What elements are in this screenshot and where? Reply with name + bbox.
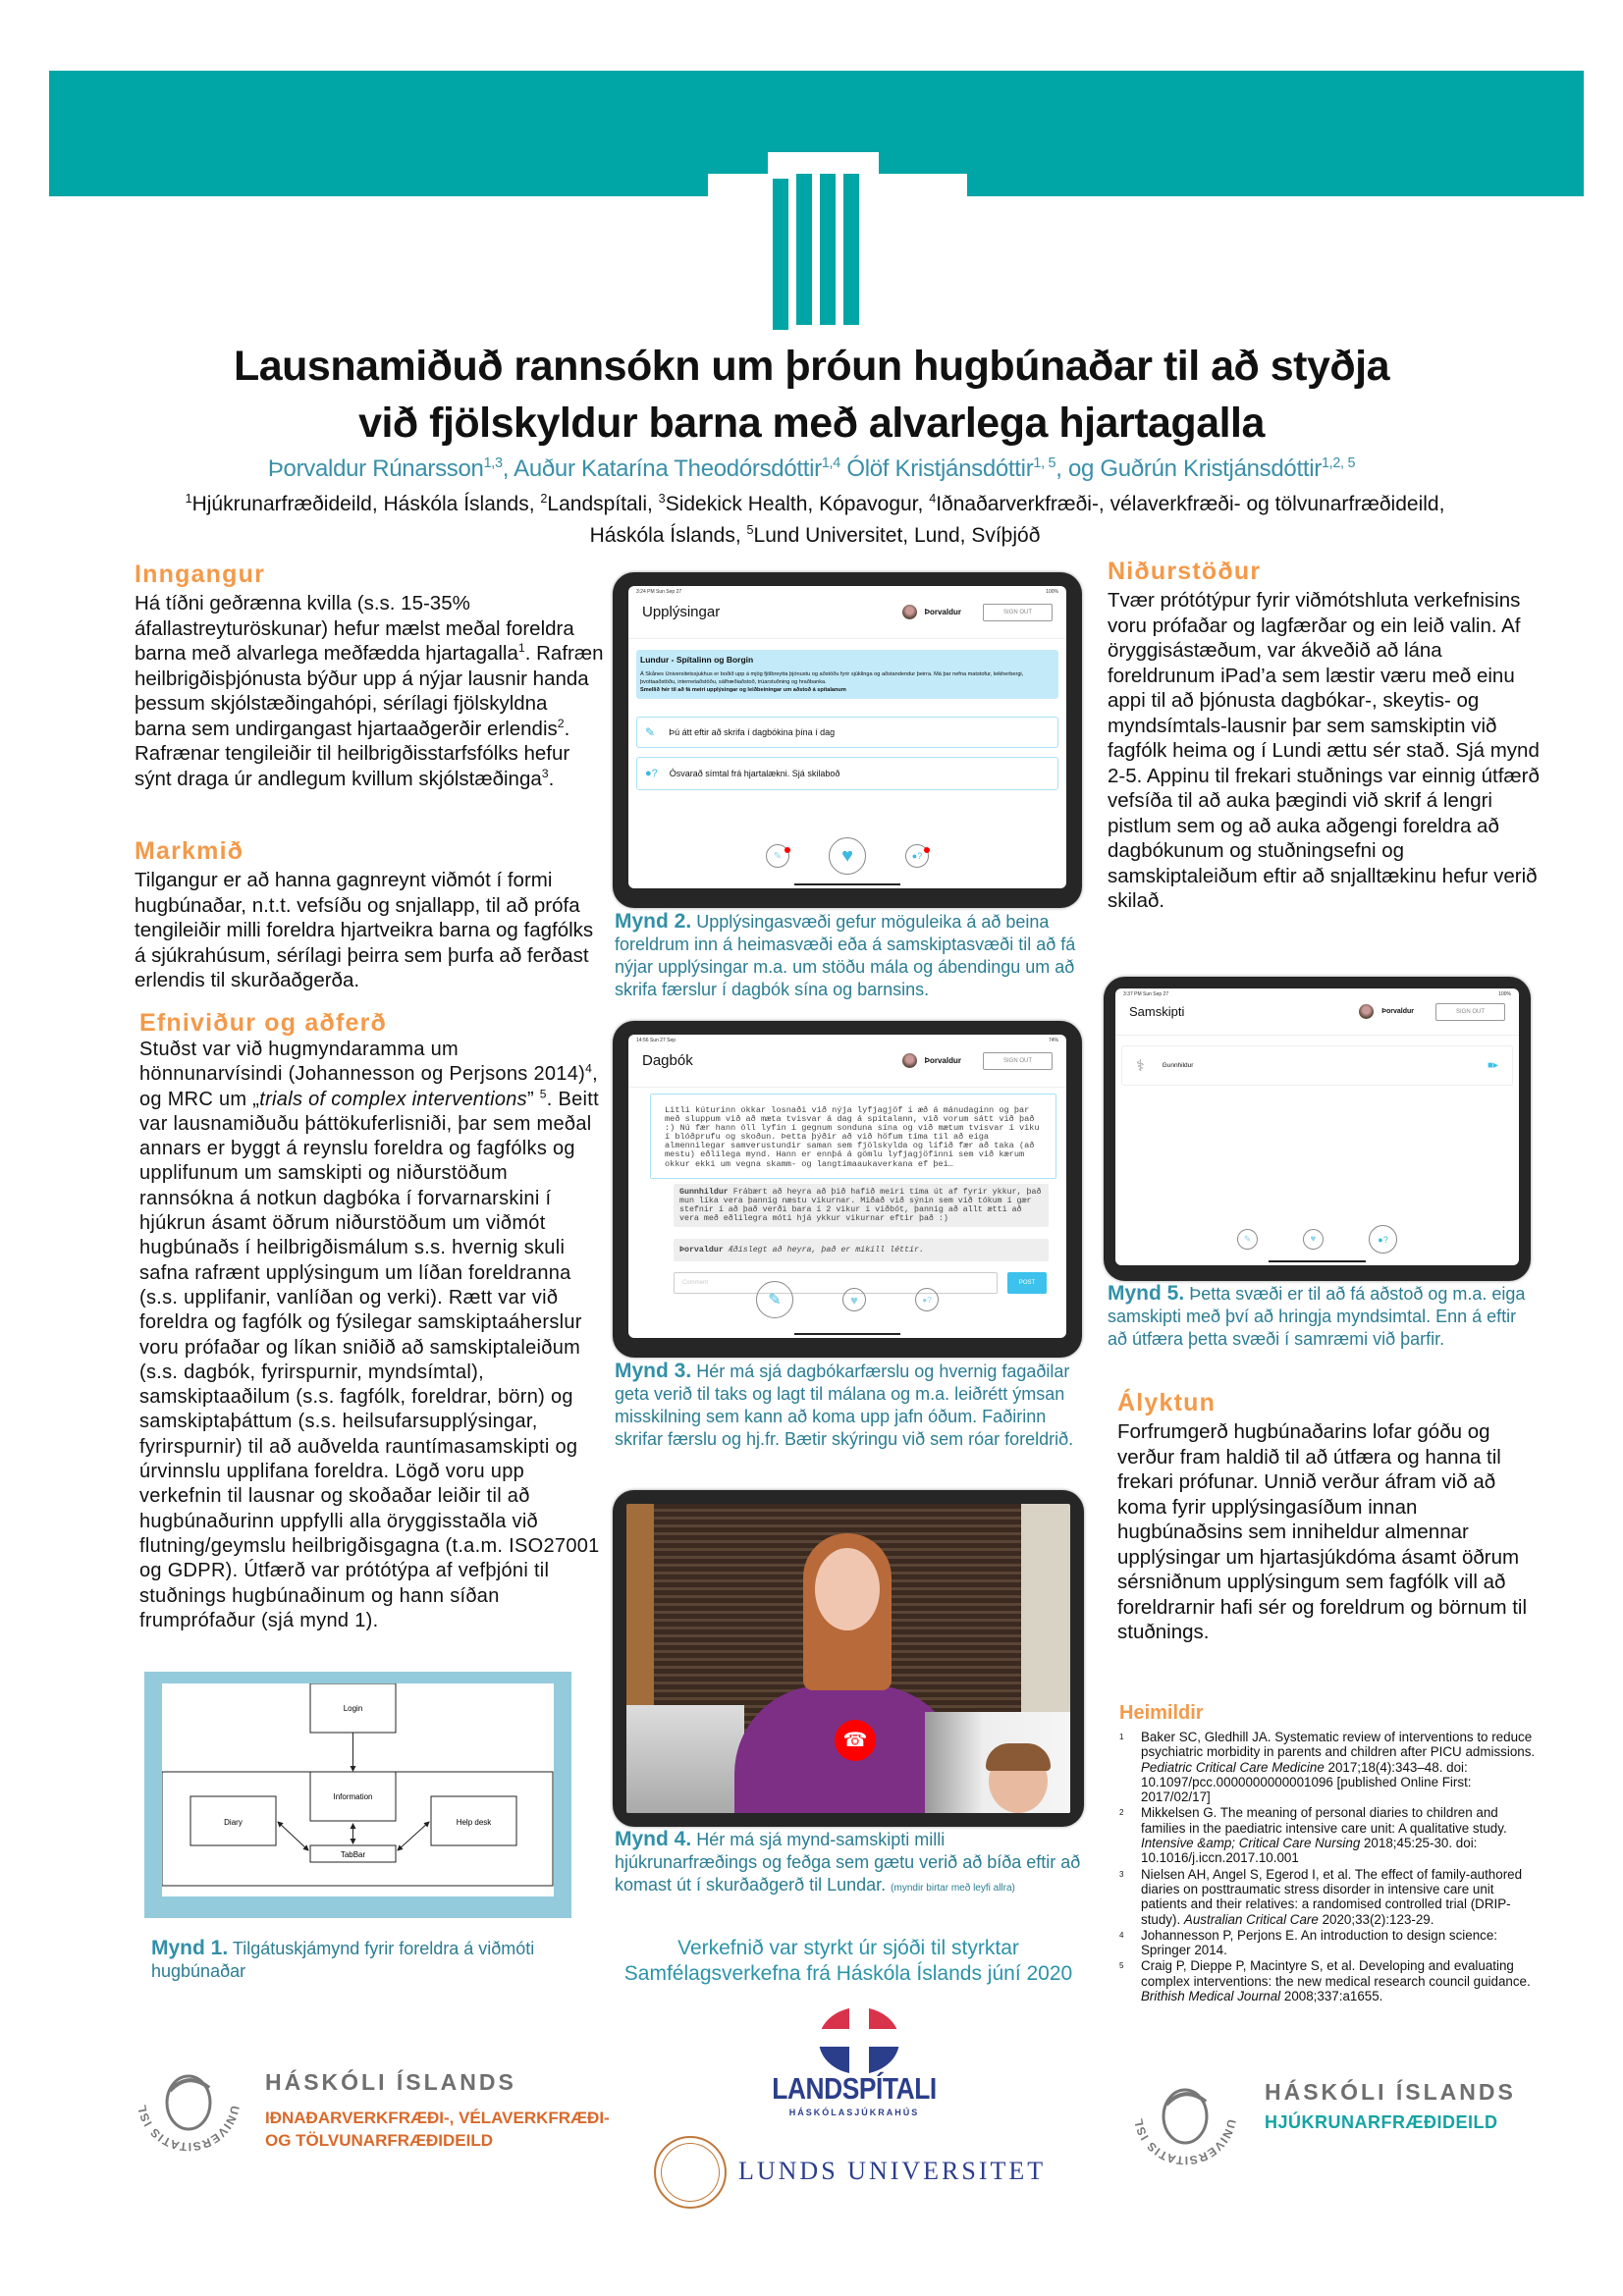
hang-up-button: ☎ — [835, 1720, 876, 1761]
card-link: Smellið hér til að fá meiri upplýsingar og leiðbeiningar um aðstoð á spítalanum — [640, 687, 846, 693]
aim-text: Tilgangur er að hanna gagnreynt viðmót í formi hugbúnaðar, n.t.t. vefsíðu og snjallapp, til að prófa tengileiðir milli foreldra hjartveikra barna og fagfólks á sjúkrahúsum, sérílagi þeirra sem þurfa að ferðast erlendis til skurðaðgerða. — [135, 869, 594, 991]
text: ” — [526, 1088, 540, 1110]
reference-item — [1119, 1805, 1540, 1865]
ref-number: 4 — [1119, 1930, 1124, 1940]
person-question-icon: ●? — [645, 768, 658, 779]
app-header — [1115, 988, 1519, 1036]
reference-item — [1119, 1928, 1540, 1958]
text: , og MRC um „ — [139, 1063, 598, 1110]
tab-bar — [628, 1281, 1066, 1318]
hi-dept-left — [265, 2107, 610, 2152]
figure-2-caption — [615, 910, 1076, 1001]
author: Ólöf Kristjánsdóttir — [846, 455, 1034, 482]
caption-note: (myndir birtar með leyfi allra) — [891, 1883, 1015, 1894]
caption-text: Hér má sjá mynd-samskipti milli hjúkrunarfræðings og feðga sem gætu verið að bíða eftir að komast út í skurðaðgerð til Lundar. — [615, 1830, 1081, 1895]
ref-number: 2 — [1119, 1808, 1124, 1818]
home-indicator — [1269, 1260, 1366, 1262]
nurse-icon: ⚕ — [1136, 1057, 1145, 1075]
comment-input: Comment — [674, 1272, 998, 1294]
funding-note — [613, 1936, 1084, 1987]
node-label: Help desk — [456, 1818, 492, 1827]
comment-text: Frábært að heyra að þið hafið meiri tíma út af fyrir ykkur, það mun líka vera þannig næstu vikurnar. Miðað við sýnin sem við tókum í gær stefnir í að það verði bara í 2 vikur í viðbót, þannig að allt ætti að vera með eðlilegra móti hjá ykkur vikurnar eftir það :) — [679, 1188, 1042, 1223]
heart-tab-icon: ♥ — [829, 837, 866, 875]
author-sup: 1,4 — [821, 455, 840, 471]
ref-journal: Brithish Medical Journal — [1141, 1989, 1281, 2004]
funding-line: Verkefnið var styrkt úr sjóði til styrktar — [677, 1937, 1019, 1959]
arrow — [278, 1822, 308, 1850]
figure-label: Mynd 1. — [151, 1937, 229, 1959]
sign-out-button: SIGN OUT — [983, 1052, 1053, 1070]
hi-seal-left — [133, 2044, 244, 2161]
desk-items — [626, 1705, 744, 1813]
notification-text: Þú átt eftir að skrifa í dagbókina þína í dag — [669, 727, 836, 737]
contact-name: Gunnhildur — [1162, 1062, 1194, 1069]
tab-bar — [1115, 1225, 1519, 1254]
sign-out-button: SIGN OUT — [1435, 1003, 1505, 1021]
ref-number: 5 — [1119, 1961, 1124, 1971]
status-battery: 100% — [1046, 589, 1058, 595]
reference-item — [1119, 1958, 1540, 2003]
ref-text: Mikkelsen G. The meaning of personal diaries to children and families in the paediatric intensive care unit: A qualitative study. — [1141, 1805, 1507, 1836]
lund-seal-icon — [654, 2136, 727, 2209]
author: Þorvaldur Rúnarsson — [267, 455, 484, 482]
affiliation: Sidekick Health, Kópavogur, — [665, 493, 930, 515]
ref-journal: Australian Critical Care — [1183, 1911, 1319, 1927]
intro-text — [135, 591, 604, 791]
section-conclusion — [1117, 1388, 1540, 1645]
figure-4-caption — [615, 1828, 1081, 1899]
arrow — [398, 1822, 429, 1850]
screen-title: Upplýsingar — [642, 604, 721, 620]
university-seal-icon — [133, 2044, 244, 2156]
ref-text: Craig P, Dieppe P, Macintyre S, et al. Developing and evaluating complex interventions: the new medical research council guidance. — [1141, 1958, 1531, 1989]
card-text: Á Skånes Universitetssjukhus er boðið upp á mjög fjölbreytta þjónustu og aðstöðu fyrir sjúklinga og aðstandendur þeirra. Má þar nefna matstofur, leikherbergi, þvottaaðstöðu, internetaðstöðu, sálfræðiaðstoð, trúarstuðning og hraðbanka. — [640, 671, 1024, 685]
text: Stuðst var við hugmyndaramma um hönnunarvísindi (Johannesson og Perjsons 2014) — [139, 1039, 586, 1086]
ref-text: Baker SC, Gledhill JA. Systematic review of interventions to reduce psychiatric morbidity in parents and children after PICU admissions. — [1141, 1730, 1536, 1760]
ref-sup: 3 — [541, 766, 549, 780]
diary-tab-icon: ✎ — [766, 844, 789, 868]
ref-text: Nielsen AH, Angel S, Egerod I, et al. The effect of family-authored diaries on posttraumatic stress disorder in intensive care unit patients and their relatives: a randomised controlled trial (DRIP-study). — [1141, 1866, 1523, 1927]
status-time: 3:37 PM Sun Sep 27 — [1123, 991, 1169, 997]
seal-text: UNIVERSITATIS ISL — [135, 2103, 243, 2155]
title-line-1: Lausnamiðuð rannsókn um þróun hugbúnaðar til að styðja — [233, 343, 1390, 390]
node-label: Information — [333, 1792, 373, 1801]
aff-sup: 3 — [658, 492, 666, 506]
home-indicator — [794, 883, 899, 885]
university-seal-icon — [1129, 2057, 1241, 2169]
child-hair — [986, 1743, 1051, 1771]
figure-label: Mynd 2. — [615, 910, 692, 933]
self-view-inset — [925, 1712, 1070, 1813]
comment-1 — [674, 1184, 1049, 1227]
author-list — [0, 455, 1623, 483]
aff-sup: 5 — [746, 523, 754, 537]
reference-item — [1119, 1730, 1540, 1804]
figure-5-caption — [1108, 1282, 1530, 1351]
node-label: Diary — [224, 1818, 243, 1827]
figure-3-caption — [615, 1360, 1076, 1451]
notification-call — [636, 757, 1058, 790]
ref-text: Johannesson P, Perjons E. An introduction to design science: Springer 2014. — [1141, 1927, 1498, 1958]
section-methods — [139, 1008, 605, 1633]
sign-out-button: SIGN OUT — [983, 604, 1053, 621]
video-camera-icon: ■▸ — [1487, 1060, 1498, 1071]
affiliations — [177, 489, 1453, 552]
tab-bar — [628, 837, 1066, 875]
card-title: Lundur - Spítalinn og Borgin — [640, 655, 754, 665]
figure-3-ipad — [613, 1021, 1082, 1358]
text-italic: trials of complex interventions — [259, 1088, 527, 1110]
column-logo-capital — [768, 152, 879, 176]
figure-label: Mynd 5. — [1108, 1282, 1185, 1305]
status-battery: 100% — [1498, 991, 1511, 997]
node-label: TabBar — [340, 1850, 366, 1859]
comment-2 — [674, 1239, 1049, 1261]
ipad-screen — [628, 1035, 1066, 1338]
results-text: Tvær prótótýpur fyrir viðmótshluta verkefnisins voru prófaðar og lagfærðar og ein leið valin. Af öryggisástæðum, var ákveðið að lána foreldrunum iPad’a sem læstir væru með einu appi til að þjónusta dagbókar-, skeytis- og myndsímtals-lausnir þar sem samskiptin við fagfólk heima og í Lundi ættu sér stað. Sjá mynd 2-5. Appinu til frekari stuðnings var einnig útfærð vefsíða til að auka þægindi við skrif á lengri pistlum sem og að auka aðgengi foreldra að dagbókunum og stuðningsefni og samskiptaleiðum eftir að snjalltækinu hefur verið skilað. — [1108, 589, 1540, 912]
heart-tab-icon: ♥ — [842, 1288, 866, 1311]
user-name: Þorvaldur — [924, 608, 961, 616]
ipad-screen — [628, 586, 1066, 888]
comment-author: Gunnhildur — [679, 1188, 729, 1197]
landspitali-cross-logo — [819, 2007, 899, 2074]
section-aim — [135, 836, 604, 993]
diary-tab-icon: ✎ — [756, 1281, 793, 1318]
caption-text: Upplýsingasvæði gefur möguleika á að beina foreldrum inn á heimasvæði eða á samskiptasvæði til að fá nýjar upplýsingar m.a. um stöðu mála og ábendingu um að skrifa færslur í dagbók sína og barnsins. — [615, 912, 1076, 999]
sep: , — [502, 455, 514, 482]
avatar — [902, 1053, 917, 1068]
user-name: Þorvaldur — [1381, 1008, 1414, 1015]
section-heading: Heimildir — [1119, 1702, 1204, 1724]
banner-notch — [708, 174, 967, 197]
notification-diary — [636, 717, 1058, 748]
caption-text: Hér má sjá dagbókarfærslu og hvernig fagaðilar geta verið til taks og lagt til málana og m.a. leiðrétt ýmsan misskilning sem kann að koma upp jafn óðum. Faðirinn skrifar færslu og hj.fr. Bætir skýringu við sem róar foreldrið. — [615, 1362, 1074, 1449]
notification-text: Ósvarað símtal frá hjartalækni. Sjá skilaboð — [669, 769, 840, 778]
status-time: 3:24 PM Sun Sep 27 — [636, 589, 682, 595]
affiliation: Landspítali, — [547, 493, 659, 515]
author: Guðrún Kristjánsdóttir — [1100, 455, 1322, 482]
text: . Rafræn heilbrigðisþjónusta býður upp á nýjar lausnir handa þessum skjólstæðingahópi, sérílagi fjölskyldna barna sem undirgangast hjartaaðgerðir erlendis — [135, 642, 604, 740]
figure-label: Mynd 3. — [615, 1360, 692, 1382]
dept-line: OG TÖLVUNARFRÆÐIDEILD — [265, 2131, 494, 2150]
title-line-2: við fjölskyldur barna með alvarlega hjartagalla — [358, 400, 1265, 447]
sep: , og — [1055, 455, 1101, 482]
heart-tab-icon: ♥ — [1303, 1229, 1324, 1250]
dept-line: IÐNAÐARVERKFRÆÐI-, VÉLAVERKFRÆÐI- — [265, 2109, 610, 2127]
caption-text: Tilgátuskjámynd fyrir foreldra á viðmóti hugbúnaðar — [151, 1939, 535, 1981]
ref-number: 3 — [1119, 1869, 1124, 1879]
app-header — [628, 586, 1066, 639]
author-sup: 1,2, 5 — [1321, 455, 1356, 471]
ref-text: 2008;337:a1655. — [1280, 1989, 1383, 2004]
diary-entry: Litli kúturinn okkar losnaði við nýja lyfjagjöf í æð á mánudaginn og þar með sluppum við að mæta tvisvar á dag á spítalann, við vorum sátt við það :) Nú fær hann öll lyfin í gegnum sonduna sína og við mætum tvisvar í viku í blóðprufu og skoðun. Þetta þýðir að við höfum tíma til að eiga almennilegar samverustundir saman sem fjölskylda og lífið fær að taka (að mestu) eðlilega mynd. Hann er ennþá á gömlu lyfjagjöfinni sem við kærum okkur ekki um vegna skamm- og langtímaaukaverkana ef þei… — [650, 1094, 1056, 1179]
app-header — [628, 1035, 1066, 1088]
funding-line: Samfélagsverkefna frá Háskóla Íslands júní 2020 — [623, 1962, 1073, 1985]
landspitali-sub: HÁSKÓLASJÚKRAHÚS — [788, 2108, 920, 2117]
text: Há tíðni geðrænna kvilla (s.s. 15-35% áfallastreyturöskunar) hefur mælst meðal foreldra barna með alvarlega meðfædda hjartagalla — [135, 592, 574, 665]
ref-sup: 5 — [539, 1086, 547, 1100]
flow-diagram — [162, 1683, 554, 1896]
svg-text:UNIVERSITATIS ISLANDIAE SIGILL — [133, 2044, 243, 2154]
section-heading: Ályktun — [1117, 1389, 1217, 1416]
figure-4-ipad — [613, 1490, 1084, 1827]
home-indicator — [794, 1333, 899, 1335]
ref-sup: 1 — [517, 641, 525, 656]
hi-name: HÁSKÓLI ÍSLANDS — [1265, 2079, 1516, 2105]
diary-tab-icon: ✎ — [1237, 1229, 1258, 1250]
lund-name: LUNDS UNIVERSITET — [738, 2157, 1047, 2185]
affiliation: Iðnaðarverkfræði-, vélaverkfræði- og tölvunarfræðideild, Háskóla Íslands, — [589, 493, 1445, 547]
section-intro — [135, 560, 604, 791]
ref-text: 2017;18(4):343–48. doi: 10.1097/pcc.0000000000001096 [published Online First: 2017/02/17] — [1141, 1759, 1472, 1805]
aff-sup: 2 — [540, 492, 548, 506]
status-battery: 74% — [1048, 1038, 1058, 1043]
aff-sup: 4 — [929, 492, 937, 506]
section-heading: Inngangur — [135, 561, 266, 588]
figure-2-ipad — [613, 572, 1082, 908]
video-call-screen — [626, 1504, 1070, 1813]
section-heading: Niðurstöður — [1108, 558, 1262, 585]
section-heading: Markmið — [135, 837, 244, 865]
seal-text: UNIVERSITATIS ISL — [1131, 2116, 1239, 2168]
section-heading: Efniviður og aðferð — [139, 1009, 387, 1037]
avatar — [902, 605, 917, 619]
affiliation: Hjúkrunarfræðideild, Háskóla Íslands, — [191, 493, 541, 515]
ref-text: 2018;45:25-30. doi: 10.1016/j.iccn.2017.10.001 — [1141, 1836, 1478, 1866]
figure-label: Mynd 4. — [615, 1828, 692, 1850]
ref-sup: 4 — [585, 1061, 593, 1076]
info-card — [636, 650, 1058, 699]
text: . — [548, 767, 555, 790]
ref-journal: Intensive &amp; Critical Care Nursing — [1141, 1836, 1361, 1851]
hi-dept-right: HJÚKRUNARFRÆÐIDEILD — [1265, 2112, 1498, 2132]
hi-name: HÁSKÓLI ÍSLANDS — [265, 2069, 516, 2095]
helpdesk-tab-icon: ●? — [1369, 1225, 1397, 1254]
ref-sup: 2 — [557, 716, 565, 730]
ipad-screen — [1115, 988, 1519, 1265]
author: Auður Katarína Theodórsdóttir — [514, 455, 822, 482]
svg-text:UNIVERSITATIS ISLANDIAE SIGILL — [1129, 2057, 1239, 2167]
avatar — [1359, 1004, 1374, 1019]
figure-1-diagram — [144, 1672, 571, 1918]
helpdesk-tab-icon: ●? — [905, 844, 929, 868]
conclusion-text: Forfrumgerð hugbúnaðarins lofar góðu og verður fram haldið til að útfæra og hanna til frekari prófunar. Unnið verður áfram við að koma fyrir upplýsingasíðum innan hugbúnaðsins sem inniheldur almennar upplýsingar um hjartasjúkdóma ásamt öðrum sérsniðnum upplýsingum sem fagfólk vill að foreldrarnir hafi sér og foreldrum og börnum til stuðnings. — [1117, 1420, 1528, 1643]
hi-seal-right — [1129, 2057, 1241, 2174]
affiliation: Lund Universitet, Lund, Svíþjóð — [753, 524, 1041, 547]
diary-pen-icon: ✎ — [645, 725, 656, 739]
author-sup: 1, 5 — [1033, 455, 1056, 471]
aff-sup: 1 — [185, 492, 192, 506]
section-references — [1119, 1698, 1540, 2004]
reference-item — [1119, 1867, 1540, 1927]
caption-text: Þetta svæði er til að fá aðstoð og m.a. eiga samskipti með því að hringja myndsimtal. Enn á eftir að útfæra þetta svæði í samræmi við þarfir. — [1108, 1284, 1526, 1349]
screen-title: Samskipti — [1129, 1004, 1185, 1019]
landspitali-name: LANDSPÍTALI — [772, 2071, 937, 2106]
text: . Beitt var lausnamiðuðu þáttökuferlisniði, þar sem meðal annars er byggt á reynslu foreldra og fagfólks og upplifunum um samskipti og niðurstöðum rannsókna á notkun dagbóka í forvarnarskini í hjúkrun ásamt öðrum niðurstöðum um viðmót hugbúnaðs í heilbrigðismálum s.s. hvernig skuli safna rafrænt upplýsingum um líðan foreldranna (s.s. upplifanir, vanlíðan og verki). Rætt var við foreldra og fagfólk og fýsilegar samskiptaáherslur voru prófaðar og líkan sniðið að samskiptaleiðum (s.s. dagbók, fyrirspurnir, myndsímtal), samskiptaaðilum (s.s. fagfólk, foreldrar, börn) og samskiptaþáttum (s.s. heilsufarsupplýsingar, fyrirspurnir) til að auðvelda rauntímasamskipti og úrvinnslu upplifana foreldra. Lögð voru upp verkefnin til lausnar og skoðaðar leiðir til að hugbúnaðurinn uppfylli alla öryggisstaðla við flutning/geymslu heilbrigðisgagna (t.a.m. ISO27001 og GDPR). Útfærð var prótótýpa af vefþjóni til stuðnings hugbúnaðinum og hann síðan frumprófaður (sjá mynd 1). — [139, 1088, 600, 1631]
comment-author: Þorvaldur — [679, 1246, 724, 1255]
helpdesk-tab-icon: ●? — [915, 1288, 939, 1311]
figure-1-caption — [151, 1937, 544, 1983]
status-time: 14:56 Sun 27 Sep — [636, 1038, 676, 1043]
text: . Rafrænar tengileiðir til heilbrigðisstarfsfólks hefur sýnt draga úr andlegum kvillum skjólstæðinga — [135, 717, 570, 790]
post-button: POST — [1007, 1272, 1047, 1294]
screen-title: Dagbók — [642, 1052, 693, 1069]
ref-text: 2020;33(2):123-29. — [1318, 1911, 1434, 1927]
figure-5-ipad — [1104, 977, 1531, 1281]
user-name: Þorvaldur — [924, 1056, 961, 1065]
ref-number: 1 — [1119, 1733, 1124, 1741]
methods-text — [139, 1038, 605, 1633]
contact-row — [1121, 1045, 1513, 1086]
nurse-face — [815, 1548, 880, 1630]
comment-text: Æðislegt að heyra, það er mikill léttir. — [728, 1246, 924, 1255]
poster-title — [0, 338, 1623, 452]
node-label: Login — [343, 1704, 363, 1713]
ref-journal: Pediatric Critical Care Medicine — [1141, 1759, 1325, 1775]
author-sup: 1,3 — [483, 455, 503, 471]
section-results — [1108, 557, 1540, 914]
